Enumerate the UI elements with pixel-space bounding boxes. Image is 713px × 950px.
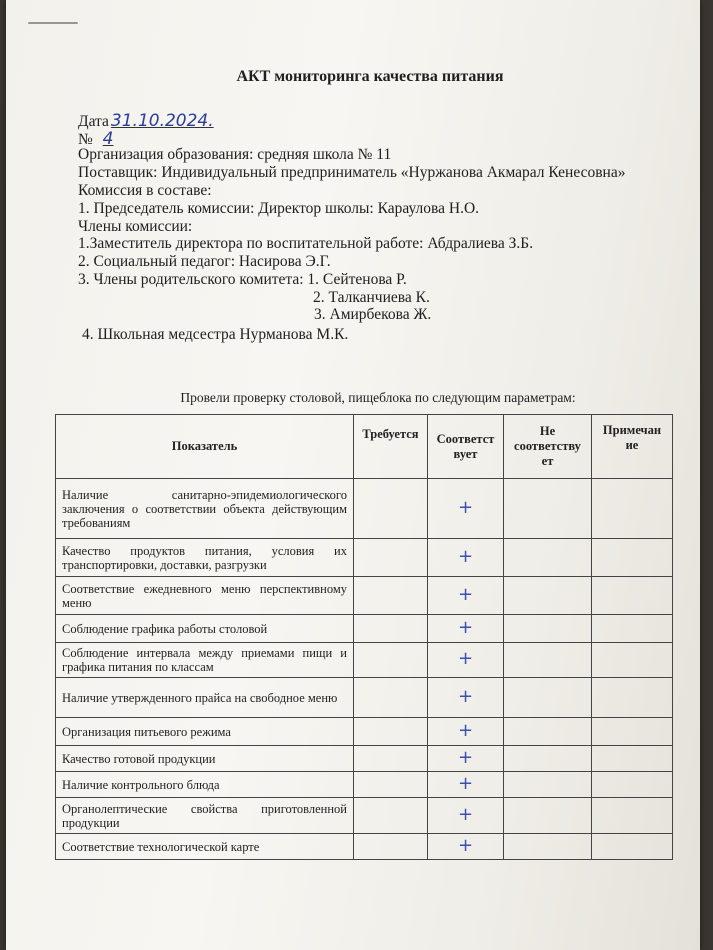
member-2: 2. Социальный педагог: Насирова Э.Г. bbox=[78, 253, 331, 270]
members-label: Члены комиссии: bbox=[78, 218, 193, 235]
row-not-complies bbox=[504, 615, 592, 643]
row-required bbox=[354, 643, 428, 678]
row-required bbox=[354, 772, 428, 798]
row-indicator: Органолептические свойства приготовленной продукции bbox=[56, 798, 354, 834]
date-label: Дата bbox=[78, 113, 109, 130]
row-note bbox=[592, 772, 673, 798]
row-indicator: Соблюдение интервала между приемами пищи и графика питания по классам bbox=[56, 643, 354, 678]
member-3c: 3. Амирбекова Ж. bbox=[314, 306, 432, 323]
chairman-line: 1. Председатель комиссии: Директор школы: Караулова Н.О. bbox=[78, 200, 480, 217]
row-required bbox=[354, 746, 428, 772]
member-1: 1.Заместитель директора по воспитательной работе: Абдралиева З.Б. bbox=[78, 235, 534, 252]
row-not-complies bbox=[504, 479, 592, 539]
row-note bbox=[592, 539, 673, 577]
row-indicator: Соблюдение графика работы столовой bbox=[56, 615, 354, 643]
row-complies bbox=[428, 798, 504, 834]
table-header-row bbox=[56, 415, 673, 479]
row-note bbox=[592, 798, 673, 834]
row-indicator: Соответствие ежедневного меню перспективному меню bbox=[56, 577, 354, 615]
table-row bbox=[56, 479, 673, 539]
row-required bbox=[354, 834, 428, 860]
row-required bbox=[354, 479, 428, 539]
row-required bbox=[354, 539, 428, 577]
plus-mark: + bbox=[457, 545, 474, 567]
row-note bbox=[592, 718, 673, 746]
row-complies bbox=[428, 772, 504, 798]
header-indicator: Показатель bbox=[56, 415, 354, 479]
plus-mark: + bbox=[457, 746, 474, 768]
plus-mark: + bbox=[457, 719, 474, 741]
plus-mark: + bbox=[457, 616, 474, 638]
header-not-complies: Не соответству ет bbox=[504, 415, 592, 479]
row-complies bbox=[428, 479, 504, 539]
row-not-complies bbox=[504, 718, 592, 746]
inspection-table bbox=[55, 414, 673, 860]
member-4: 4. Школьная медсестра Нурманова М.К. bbox=[82, 326, 349, 343]
row-indicator: Наличие контрольного блюда bbox=[56, 772, 354, 798]
row-note bbox=[592, 678, 673, 718]
header-required: Требуется bbox=[354, 415, 428, 479]
plus-mark: + bbox=[457, 583, 474, 605]
row-complies bbox=[428, 615, 504, 643]
row-complies bbox=[428, 678, 504, 718]
row-not-complies bbox=[504, 539, 592, 577]
row-not-complies bbox=[504, 746, 592, 772]
row-not-complies bbox=[504, 678, 592, 718]
row-not-complies bbox=[504, 577, 592, 615]
organization-line: Организация образования: средняя школа № 11 bbox=[78, 146, 392, 163]
row-note bbox=[592, 834, 673, 860]
row-required bbox=[354, 798, 428, 834]
plus-mark: + bbox=[457, 772, 474, 794]
member-3b: 2. Талканчиева К. bbox=[313, 289, 430, 306]
table-row bbox=[56, 539, 673, 577]
row-indicator: Качество продуктов питания, условия их транспортировки, доставки, разгрузки bbox=[56, 539, 354, 577]
number-value: 4 bbox=[102, 129, 114, 149]
plus-mark: + bbox=[457, 496, 474, 518]
table-row bbox=[56, 718, 673, 746]
member-3: 3. Члены родительского комитета: 1. Сейтенова Р. bbox=[78, 271, 407, 288]
table-row bbox=[56, 615, 673, 643]
row-required bbox=[354, 615, 428, 643]
plus-mark: + bbox=[457, 834, 474, 856]
row-note bbox=[592, 643, 673, 678]
table-row bbox=[56, 577, 673, 615]
row-complies bbox=[428, 746, 504, 772]
row-indicator: Соответствие технологической карте bbox=[56, 834, 354, 860]
date-value: 31.10.2024. bbox=[110, 111, 214, 131]
row-required bbox=[354, 678, 428, 718]
number-label: № bbox=[78, 131, 93, 148]
document-title: АКТ мониторинга качества питания bbox=[236, 68, 504, 85]
row-not-complies bbox=[504, 798, 592, 834]
table-row bbox=[56, 643, 673, 678]
row-note bbox=[592, 479, 673, 539]
row-not-complies bbox=[504, 643, 592, 678]
row-complies bbox=[428, 577, 504, 615]
staple-mark bbox=[28, 22, 78, 24]
table-row bbox=[56, 746, 673, 772]
supplier-line: Поставщик: Индивидуальный предприниматель «Нуржанова Акмарал Кенесовна» bbox=[78, 164, 626, 181]
commission-label: Комиссия в составе: bbox=[78, 182, 212, 199]
row-not-complies bbox=[504, 834, 592, 860]
header-complies: Соответст вует bbox=[428, 415, 504, 479]
plus-mark: + bbox=[457, 648, 474, 669]
row-complies bbox=[428, 643, 504, 678]
row-indicator: Наличие утвержденного прайса на свободное меню bbox=[56, 678, 354, 718]
row-note bbox=[592, 615, 673, 643]
row-not-complies bbox=[504, 772, 592, 798]
header-note: Примечан ие bbox=[592, 415, 673, 479]
row-indicator: Организация питьевого режима bbox=[56, 718, 354, 746]
table-row bbox=[56, 772, 673, 798]
intro-text: Провели проверку столовой, пищеблока по следующим параметрам: bbox=[180, 390, 576, 405]
row-complies bbox=[428, 539, 504, 577]
table-row bbox=[56, 798, 673, 834]
table-row bbox=[56, 678, 673, 718]
plus-mark: + bbox=[457, 685, 474, 707]
row-note bbox=[592, 577, 673, 615]
row-note bbox=[592, 746, 673, 772]
row-complies bbox=[428, 718, 504, 746]
row-required bbox=[354, 577, 428, 615]
row-indicator: Наличие санитарно-эпидемиологического заключения о соответствии объекта действующим требованиям bbox=[56, 479, 354, 539]
row-complies bbox=[428, 834, 504, 860]
plus-mark: + bbox=[457, 803, 474, 825]
table-row bbox=[56, 834, 673, 860]
row-indicator: Качество готовой продукции bbox=[56, 746, 354, 772]
row-required bbox=[354, 718, 428, 746]
